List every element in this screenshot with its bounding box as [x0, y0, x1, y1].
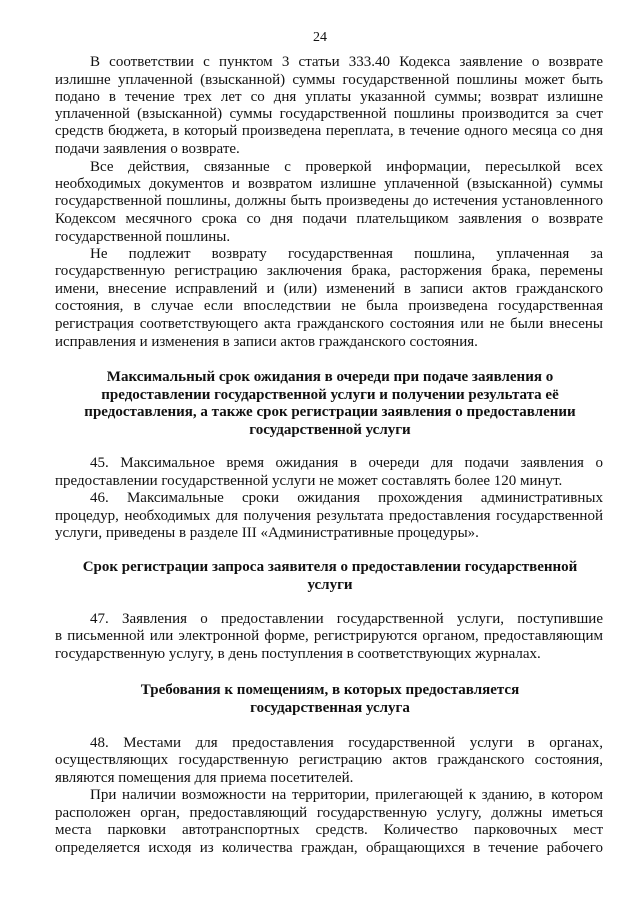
text-line: 45. Максимальное время ожидания в очереди для подачи заявления о — [90, 455, 603, 471]
text-line: государственной пошлины, должны быть произведены до истечения установленного — [55, 193, 603, 209]
text-line: осуществляющих государственную регистрацию актов гражданского состояния, — [55, 752, 603, 768]
text-line: государственной пошлины. — [55, 229, 231, 245]
text-line: места парковки автотранспортных средств. Количество парковочных мест — [55, 822, 603, 838]
text-line: При наличии возможности на территории, прилегающей к зданию, в котором — [90, 787, 603, 803]
text-line: подачи заявления о возврате. — [55, 141, 240, 157]
text-line: в письменной или электронной форме, регистрируются органом, предоставляющим — [55, 628, 603, 644]
text-line: являются помещения для приема посетителей. — [55, 770, 354, 786]
text-line: излишне уплаченной (взысканной) суммы государственной пошлины может быть — [55, 72, 603, 88]
heading-line: предоставлении государственной услуги и получении результата её — [101, 387, 559, 403]
text-line: уплаченной (взысканной) суммы государственной пошлины производится за счет — [55, 106, 603, 122]
text-line: 47. Заявления о предоставлении государственной услуги, поступившие — [90, 611, 603, 627]
heading-line: государственной услуги — [249, 422, 411, 438]
text-line: Кодексом месячного срока со дня подачи плательщиком заявления о возврате — [55, 211, 603, 227]
text-line: В соответствии с пунктом 3 статьи 333.40 Кодекса заявление о возврате — [90, 54, 603, 70]
text-line: 48. Местами для предоставления государственной услуги в органах, — [90, 735, 603, 751]
text-line: исправления и изменения в записи актов гражданского состояния. — [55, 334, 478, 350]
text-line: 46. Максимальные сроки ожидания прохождения административных — [90, 490, 603, 506]
heading-line: предоставления, а также срок регистрации заявления о предоставлении — [84, 404, 576, 420]
text-line: предоставлении государственной услуги не может составлять более 120 минут. — [55, 473, 563, 489]
page-number: 24 — [313, 30, 327, 45]
text-line: государственную регистрацию заключения брака, расторжения брака, перемены — [55, 263, 603, 279]
text-line: процедур, необходимых для получения результата предоставления государственной — [55, 508, 603, 524]
text-line: Не подлежит возврату государственная пошлина, уплаченная за — [90, 246, 603, 262]
text-line: расположен орган, предоставляющий государственную услугу, должны иметься — [55, 805, 603, 821]
text-line: состояния, в случае если впоследствии не была произведена государственная — [55, 298, 603, 314]
heading-line: Максимальный срок ожидания в очереди при подаче заявления о — [106, 369, 554, 385]
heading-line: государственная услуга — [250, 700, 410, 716]
heading-line: Требования к помещениям, в которых предоставляется — [140, 682, 520, 698]
text-line: Все действия, связанные с проверкой информации, пересылкой всех — [90, 159, 603, 175]
text-line: регистрация соответствующего акта гражданского состояния или не были внесены — [55, 316, 603, 332]
text-line: услуги, приведены в разделе III «Административные процедуры». — [55, 525, 479, 541]
text-line: определяется исходя из количества граждан, обращающихся в течение рабочего — [55, 840, 603, 856]
text-line: имени, внесение исправлений и (или) изменений в записи актов гражданского — [55, 281, 603, 297]
text-line: необходимых документов и возвратом излишне уплаченной (взысканной) суммы — [55, 176, 603, 192]
text-line: государственную услугу, в день поступления в соответствующих журналах. — [55, 646, 541, 662]
text-line: подано в течение трех лет со дня уплаты указанной суммы; возврат излишне — [55, 89, 603, 105]
heading-line: Срок регистрации запроса заявителя о предоставлении государственной — [82, 559, 578, 575]
text-line: средств бюджета, в который произведена переплата, в течение одного месяца со дня — [55, 123, 603, 139]
heading-line: услуги — [307, 577, 353, 593]
